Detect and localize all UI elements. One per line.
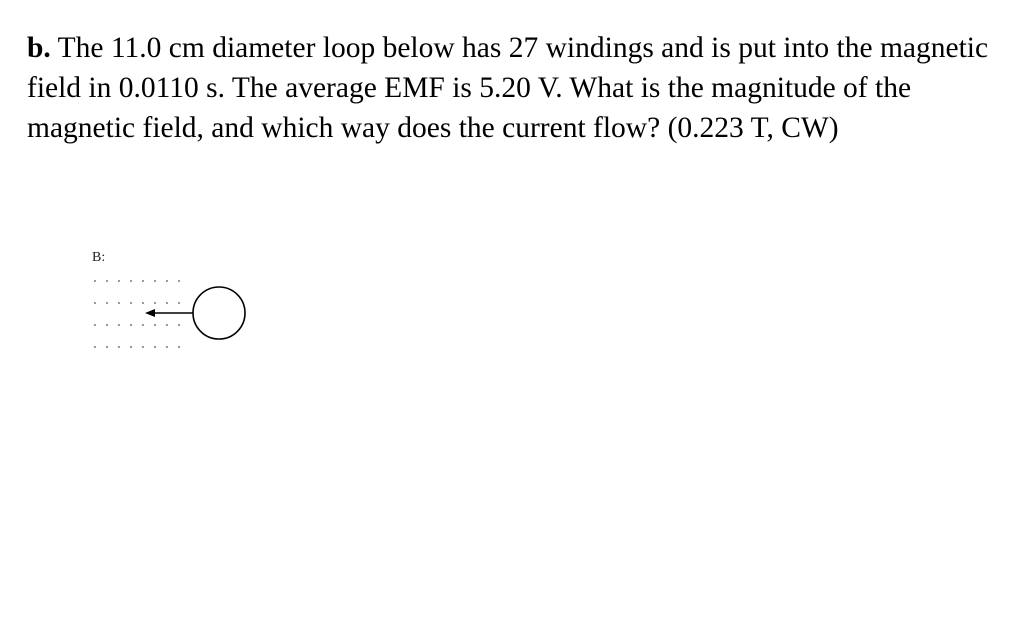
field-dot [166, 346, 168, 348]
field-dot [118, 302, 120, 304]
motion-arrow-head [145, 309, 155, 317]
field-dot [118, 324, 120, 326]
wire-loop [193, 287, 245, 339]
field-dot [106, 324, 108, 326]
field-dot [142, 324, 144, 326]
field-dot [166, 302, 168, 304]
field-dot [94, 280, 96, 282]
field-dot [154, 302, 156, 304]
field-dot [94, 346, 96, 348]
field-dot [154, 324, 156, 326]
problem-text: The 11.0 cm diameter loop below has 27 windings and is put into the magnetic field in 0.0110 s. The average EMF is 5.20 V. What is the magnitude of the magnetic field, and which way does the current flow? (0.223 T, CW) [27, 32, 989, 144]
field-dot [118, 280, 120, 282]
field-dot [106, 280, 108, 282]
field-dot-grid [94, 280, 180, 348]
field-dot [106, 346, 108, 348]
field-dot [154, 280, 156, 282]
field-dot [130, 280, 132, 282]
motion-arrow [145, 309, 193, 317]
field-dot [142, 302, 144, 304]
field-dot [178, 346, 180, 348]
field-dot [142, 346, 144, 348]
field-dot [94, 302, 96, 304]
field-dot [178, 324, 180, 326]
field-dot [130, 302, 132, 304]
problem-label: b. [27, 32, 51, 64]
field-label: B: [92, 250, 106, 265]
field-dot [130, 324, 132, 326]
field-dot [178, 302, 180, 304]
field-dot [154, 346, 156, 348]
field-dot [130, 346, 132, 348]
field-dot [178, 280, 180, 282]
field-dot [106, 302, 108, 304]
field-dot [118, 346, 120, 348]
field-dot [166, 324, 168, 326]
field-dot [94, 324, 96, 326]
field-dot [142, 280, 144, 282]
field-dot [166, 280, 168, 282]
